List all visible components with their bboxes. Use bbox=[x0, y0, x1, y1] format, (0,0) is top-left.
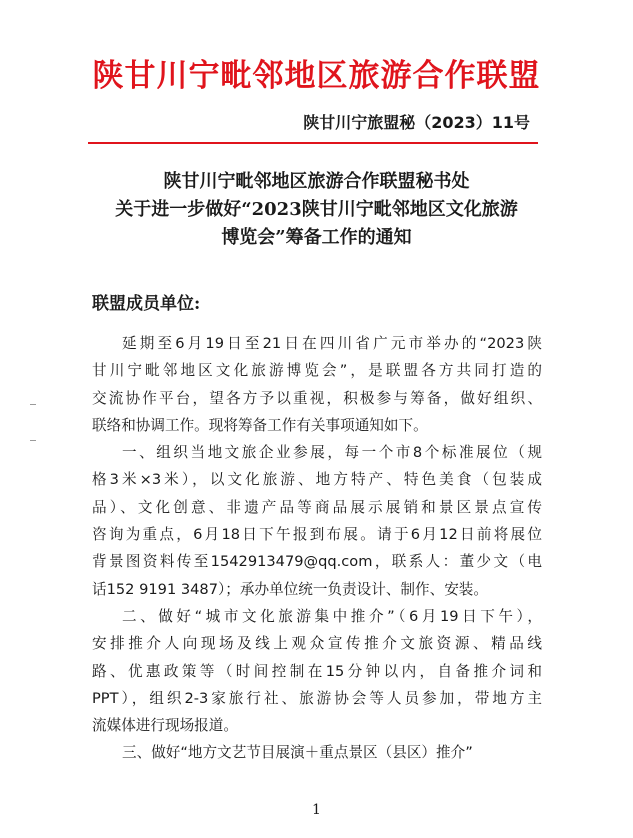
title-line-3: 博览会”筹备工作的通知 bbox=[221, 227, 412, 248]
body-line: 咨询为重点，6月18日下午报到布展。请于6月12日前将展位 bbox=[92, 526, 542, 544]
body-line: 三、做好“地方文艺节目展演＋重点景区（县区）推介” bbox=[122, 744, 473, 762]
body-line: 甘川宁毗邻地区文化旅游博览会”，是联盟各方共同打造的 bbox=[92, 362, 542, 380]
body-line: 话152 9191 3487）；承办单位统一负责设计、制作、安装。 bbox=[92, 580, 488, 598]
body-line: 格3米×3米），以文化旅游、地方特产、特色美食（包装成 bbox=[92, 471, 542, 489]
body-line: PPT），组织2-3家旅行社、旅游协会等人员参加，带地方主 bbox=[92, 689, 542, 707]
body-line: 延期至6月19日至21日在四川省广元市举办的“2023陕 bbox=[122, 335, 542, 352]
title-line-2: 关于进一步做好“2023陕甘川宁毗邻地区文化旅游 bbox=[115, 199, 518, 220]
body-line: 交流协作平台，望各方予以重视，积极参与筹备，做好组织、 bbox=[92, 389, 542, 407]
body-line: 二、做好“城市文化旅游集中推介”（6月19日下午）， bbox=[122, 607, 542, 625]
body-line: 品）、文化创意、非遗产品等商品展示展销和景区景点宣传 bbox=[92, 498, 542, 516]
page-number: 1 bbox=[312, 802, 321, 818]
body-line: 路、优惠政策等（时间控制在15分钟以内，自备推介词和 bbox=[92, 662, 542, 680]
scan-margin-mark bbox=[30, 404, 36, 405]
body-line: 流媒体进行现场报道。 bbox=[92, 717, 238, 735]
notice-body bbox=[92, 330, 542, 767]
red-divider-rule bbox=[88, 142, 538, 144]
body-line: 一、组织当地文旅企业参展，每一个市8个标准展位（规 bbox=[122, 444, 542, 462]
scan-margin-mark bbox=[30, 440, 36, 441]
salutation: 联盟成员单位: bbox=[92, 294, 201, 314]
body-line: 安排推介人向现场及线上观众宣传推介文旅资源、精品线 bbox=[92, 635, 542, 653]
document-number: 陕甘川宁旅盟秘（2023）11号 bbox=[303, 113, 530, 132]
body-line: 背景图资料传至1542913479@qq.com，联系人：董少文（电 bbox=[92, 553, 542, 571]
title-line-1: 陕甘川宁毗邻地区旅游合作联盟秘书处 bbox=[163, 171, 470, 192]
notice-title bbox=[0, 168, 633, 252]
masthead-organization-name: 陕甘川宁毗邻地区旅游合作联盟 bbox=[92, 58, 541, 94]
body-line: 联络和协调工作。现将筹备工作有关事项通知如下。 bbox=[92, 416, 428, 434]
